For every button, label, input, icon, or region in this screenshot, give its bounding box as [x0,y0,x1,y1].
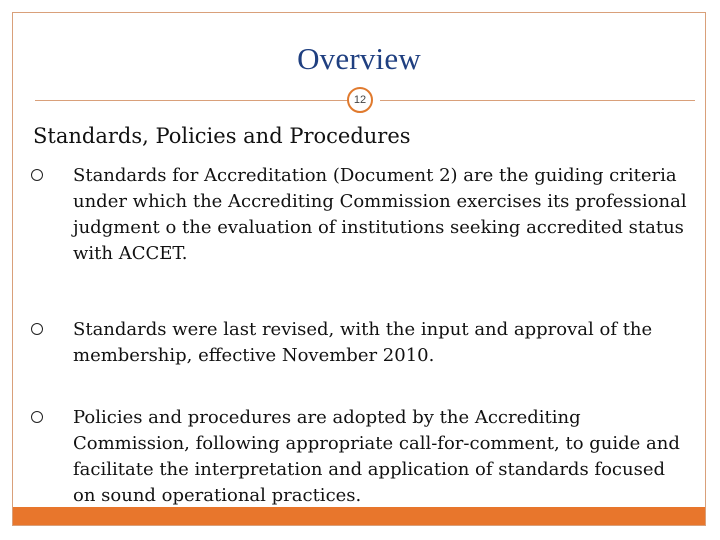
hollow-circle-bullet-icon [31,323,43,335]
page-number: 12 [353,94,367,106]
title-divider-left [35,100,350,101]
bullet-text: Policies and procedures are adopted by the Accrediting Commission, following appropriate call-for-comment, to guide and facilitate the interpretation and application of standards focused on sound operational practices. [73,407,680,506]
footer-accent-bar [13,507,705,525]
bullet-text: Standards were last revised, with the input and approval of the membership, effective November 2010. [73,319,653,366]
page-number-badge [347,87,373,113]
slide-title: Overview [297,41,421,76]
hollow-circle-bullet-icon [31,411,43,423]
slide [12,12,706,526]
hollow-circle-bullet-icon [31,169,43,181]
section-heading: Standards, Policies and Procedures [33,124,411,148]
bullet-text: Standards for Accreditation (Document 2) are the guiding criteria under which the Accrediting Commission exercises its professional judgment o the evaluation of institutions seeking accredited status with ACCET. [73,165,687,264]
title-divider-right [380,100,695,101]
